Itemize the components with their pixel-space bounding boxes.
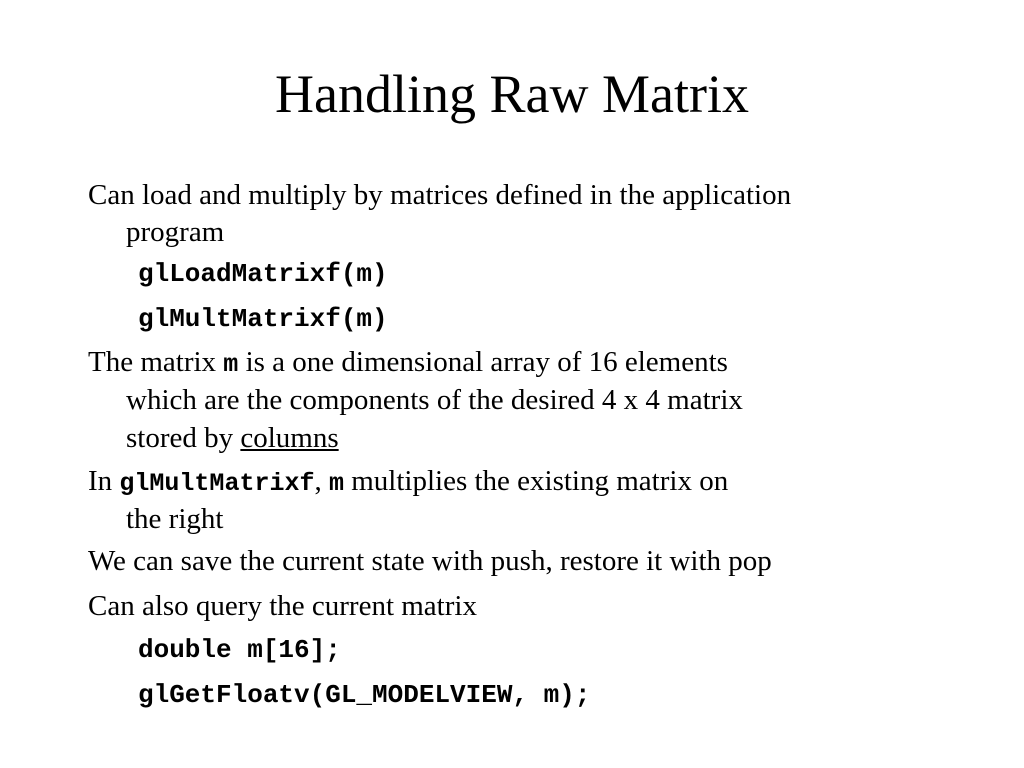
code-get-floatv: glGetFloatv(GL_MODELVIEW, m); (138, 680, 591, 710)
bullet-5: Can also query the current matrix (88, 590, 477, 622)
code-double-m: double m[16]; (138, 635, 341, 665)
bullet-2-line-2: which are the components of the desired 4 x 4 matrix (126, 384, 743, 416)
code-mult-matrix: glMultMatrixf(m) (138, 304, 388, 334)
bullet-3-line-1 (88, 462, 728, 503)
bullet-4: We can save the current state with push, restore it with pop (88, 545, 772, 577)
bullet-1-line-1: Can load and multiply by matrices defined in the application (88, 179, 792, 211)
bullet-2-underlined: columns (240, 422, 339, 454)
bullet-1-line-2: program (126, 216, 225, 248)
bullet-3-line-2: the right (126, 503, 224, 535)
bullet-2-line-3-pre: stored by (126, 422, 241, 454)
bullet-2-line-1 (88, 343, 728, 384)
bullet-3-comma: , (314, 465, 329, 497)
slide-title: Handling Raw Matrix (275, 64, 749, 124)
bullet-3-pre: In (88, 465, 120, 497)
bullet-3-var: m (328, 469, 344, 498)
bullet-2-pre: The matrix (88, 346, 224, 378)
code-load-matrix: glLoadMatrixf(m) (138, 259, 388, 289)
bullet-3-post: multiplies the existing matrix on (343, 465, 729, 497)
bullet-3-func: glMultMatrixf (119, 469, 315, 498)
bullet-2-post: is a one dimensional array of 16 elements (238, 346, 728, 378)
bullet-2-var: m (223, 350, 239, 379)
bullet-2-line-3 (126, 419, 339, 457)
